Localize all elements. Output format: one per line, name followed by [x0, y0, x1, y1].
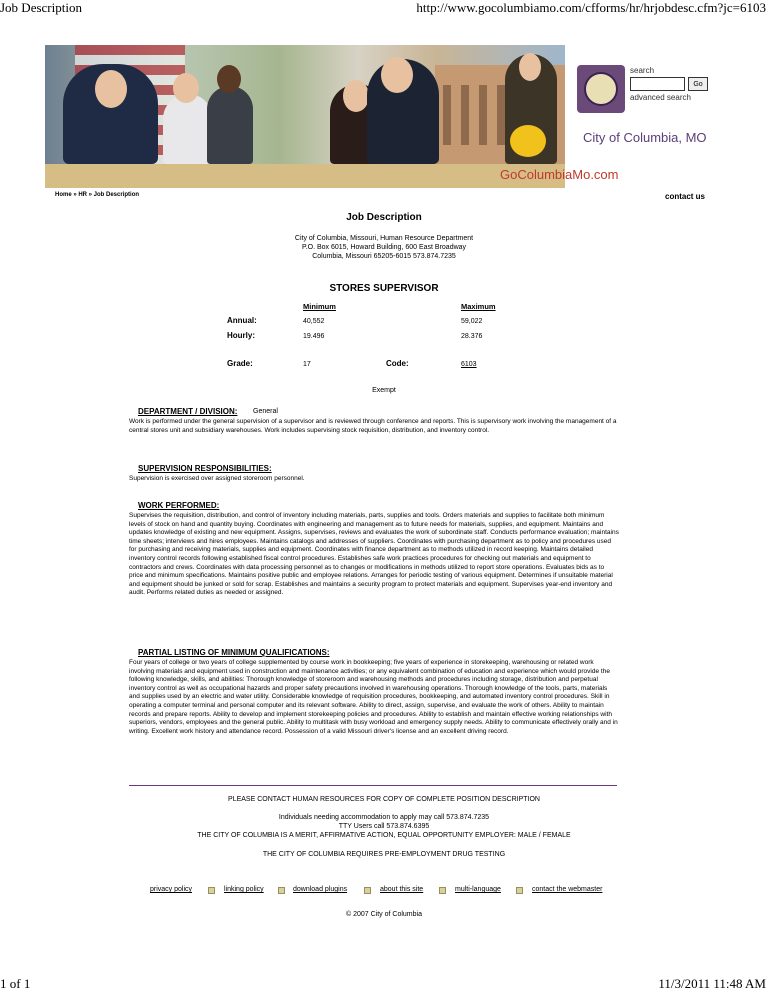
annual-min: 40,552	[303, 318, 325, 325]
banner-person-head	[343, 80, 369, 112]
hourly-min: 19.496	[303, 333, 325, 340]
work-text: Supervises the requisition, distribution, and control of inventory including materials, parts, supplies and tools. Orders materials and supplies to facilitate both minimum levels of stock on hand and quantity buying. Coordinates with engineering and management as to future needs for materials, supplies, and equipment. Maintains and updates knowledge of existing and new equipment. Assigns, supervises, reviews and evaluates the work of subordinate staff. Conducts performance evaluation; maintains time sheets; interviews and hires employees. Maintains catalogs and addresses of suppliers. Coordinates with purchasing department as to policy and procedures used for purchasing and receiving materials, supplies and equipment. Coordinates with finance department as to methods utilized in record keeping. Maintains detailed inventory control records following established fiscal control procedures. Establishes safe work practices procedures for checking out materials and equipment to contractors and crews. Coordinates with data processing personnel as to changes or modifications in methods utilized to report store operations. Evaluates bids as to price and minimum specifications. Maintains positive public and employee relations. Arranges for periodic testing of various equipment. Determines if unsuitable material and equipment should be junked or sold for scrap. Establishes and maintains a security program to protect materials and equipment. Supervises year-end inventory and audit. Performs related duties as needed or assigned.	[129, 512, 619, 597]
address-line: City of Columbia, Missouri, Human Resource Department	[294, 235, 474, 242]
job-code-link[interactable]: 6103	[461, 361, 477, 368]
address-line: P.O. Box 6015, Howard Building, 600 East Broadway	[301, 244, 467, 251]
banner-person	[163, 94, 213, 164]
banner-person	[207, 86, 253, 164]
annual-label: Annual:	[227, 316, 257, 325]
address-line: Columbia, Missouri 65205-6015 573.874.7235	[312, 253, 456, 260]
min-header: Minimum	[303, 302, 336, 311]
hourly-max: 28.376	[461, 333, 483, 340]
banner-person-head	[381, 57, 413, 93]
grade-value: 17	[303, 361, 311, 368]
search-input[interactable]	[630, 77, 685, 91]
city-seal-logo	[577, 65, 625, 113]
print-header	[0, 0, 768, 16]
print-url: http://www.gocolumbiamo.com/cfforms/hr/hrjobdesc.cfm?jc=6103	[416, 0, 766, 15]
annual-max: 59,022	[461, 318, 483, 325]
hard-hat	[510, 125, 546, 157]
download-plugins-link[interactable]: download plugins	[293, 886, 348, 893]
contact-hr-notice: PLEASE CONTACT HUMAN RESOURCES FOR COPY OF COMPLETE POSITION DESCRIPTION	[228, 796, 540, 803]
hr-address	[0, 234, 768, 261]
banner-person-head	[95, 70, 127, 108]
separator-square-icon	[208, 887, 215, 894]
max-header: Maximum	[461, 302, 496, 311]
gocolumbiamo-link[interactable]: GoColumbiaMo.com	[500, 167, 619, 182]
supervision-text: Supervision is exercised over assigned storeroom personnel.	[129, 475, 305, 482]
department-heading: DEPARTMENT / DIVISION:	[138, 407, 238, 416]
print-page-title: Job Description	[0, 0, 82, 15]
job-title: STORES SUPERVISOR	[329, 283, 439, 294]
separator-square-icon	[278, 887, 285, 894]
search-go-button[interactable]: Go	[688, 77, 708, 91]
grade-label: Grade:	[227, 359, 253, 368]
header-banner-image	[45, 45, 565, 188]
seal-emblem	[584, 72, 618, 106]
privacy-policy-link[interactable]: privacy policy	[150, 886, 193, 893]
separator-square-icon	[516, 887, 523, 894]
print-footer	[0, 978, 768, 994]
multi-language-link[interactable]: multi-language	[455, 886, 501, 893]
work-heading: WORK PERFORMED:	[138, 501, 220, 510]
qualifications-text: Four years of college or two years of college supplemented by course work in bookkeeping; five years of experience in storekeeping, warehousing or related work involving materials and equipment used in construction and maintenance activities; or any equivalent combination of education and experience which would provide the following knowledge, skills, and abilities: Thorough knowledge of storeroom and warehousing methods and procedures including storage, distribution and perpetual inventory control as well as occupational hazards and proper safety precautions involved in warehousing operations. Thorough knowledge of the tools, parts, materials and supplies used by an electric and water utility. Considerable knowledge of requisition procedures, bookkeeping, and automated inventory control procedures. Skill in operating a computer terminal and personal computer and its relevant software. Ability to direct, assign, supervise, and evaluate the work of others. Ability to maintain records and prepare reports. Ability to develop and implement storekeeping policies and procedures. Ability to establish and maintain effective working relationships with superiors, vendors, employees and the general public. Ability to multitask with busy workload and emergency supply needs. Ability to communicate effectively orally and in writing. Excellent work history and attendance record. Possession of a valid Missouri driver's license and an excellent driving record.	[129, 659, 618, 735]
banner-person-head	[217, 65, 241, 93]
breadcrumb[interactable]: Home » HR » Job Description	[55, 192, 140, 198]
separator-square-icon	[439, 887, 446, 894]
tty-notice: TTY Users call 573.874.6395	[338, 823, 430, 830]
print-page-count: 1 of 1	[0, 976, 31, 991]
eoe-notice: THE CITY OF COLUMBIA IS A MERIT, AFFIRMATIVE ACTION, EQUAL OPPORTUNITY EMPLOYER: MALE / FEMALE	[197, 832, 571, 839]
advanced-search-link[interactable]: advanced search	[630, 93, 691, 102]
print-datetime: 11/3/2011 11:48 AM	[658, 976, 766, 991]
code-label: Code:	[386, 359, 409, 368]
accommodation-notice: Individuals needing accommodation to apply may call 573.874.7235	[278, 814, 490, 821]
exempt-status: Exempt	[372, 387, 396, 394]
divider	[129, 785, 617, 786]
contact-webmaster-link[interactable]: contact the webmaster	[532, 886, 603, 893]
banner-strip	[45, 164, 565, 188]
qualifications-heading: PARTIAL LISTING OF MINIMUM QUALIFICATIONS:	[138, 648, 330, 657]
department-text: Work is performed under the general supervision of a supervisor and is reviewed through conference and reports. This is supervisory work involving the management of a central stores unit and subsidiary warehouses. Work includes supervising stock requisition, distribution, and inventory control.	[129, 418, 617, 434]
banner-person-head	[173, 73, 199, 103]
supervision-heading: SUPERVISION RESPONSIBILITIES:	[138, 464, 272, 473]
footer-links	[150, 886, 620, 898]
search-label: search	[630, 66, 655, 75]
copyright: © 2007 City of Columbia	[346, 911, 422, 918]
hourly-label: Hourly:	[227, 331, 255, 340]
about-this-site-link[interactable]: about this site	[380, 886, 424, 893]
city-name: City of Columbia, MO	[583, 130, 707, 145]
page-title: Job Description	[346, 212, 422, 223]
contact-us-link[interactable]: contact us	[665, 192, 706, 201]
department-value: General	[253, 408, 278, 415]
drug-testing-notice: THE CITY OF COLUMBIA REQUIRES PRE-EMPLOYMENT DRUG TESTING	[262, 851, 506, 858]
separator-square-icon	[364, 887, 371, 894]
banner-person-head	[519, 53, 541, 81]
linking-policy-link[interactable]: linking policy	[224, 886, 264, 893]
